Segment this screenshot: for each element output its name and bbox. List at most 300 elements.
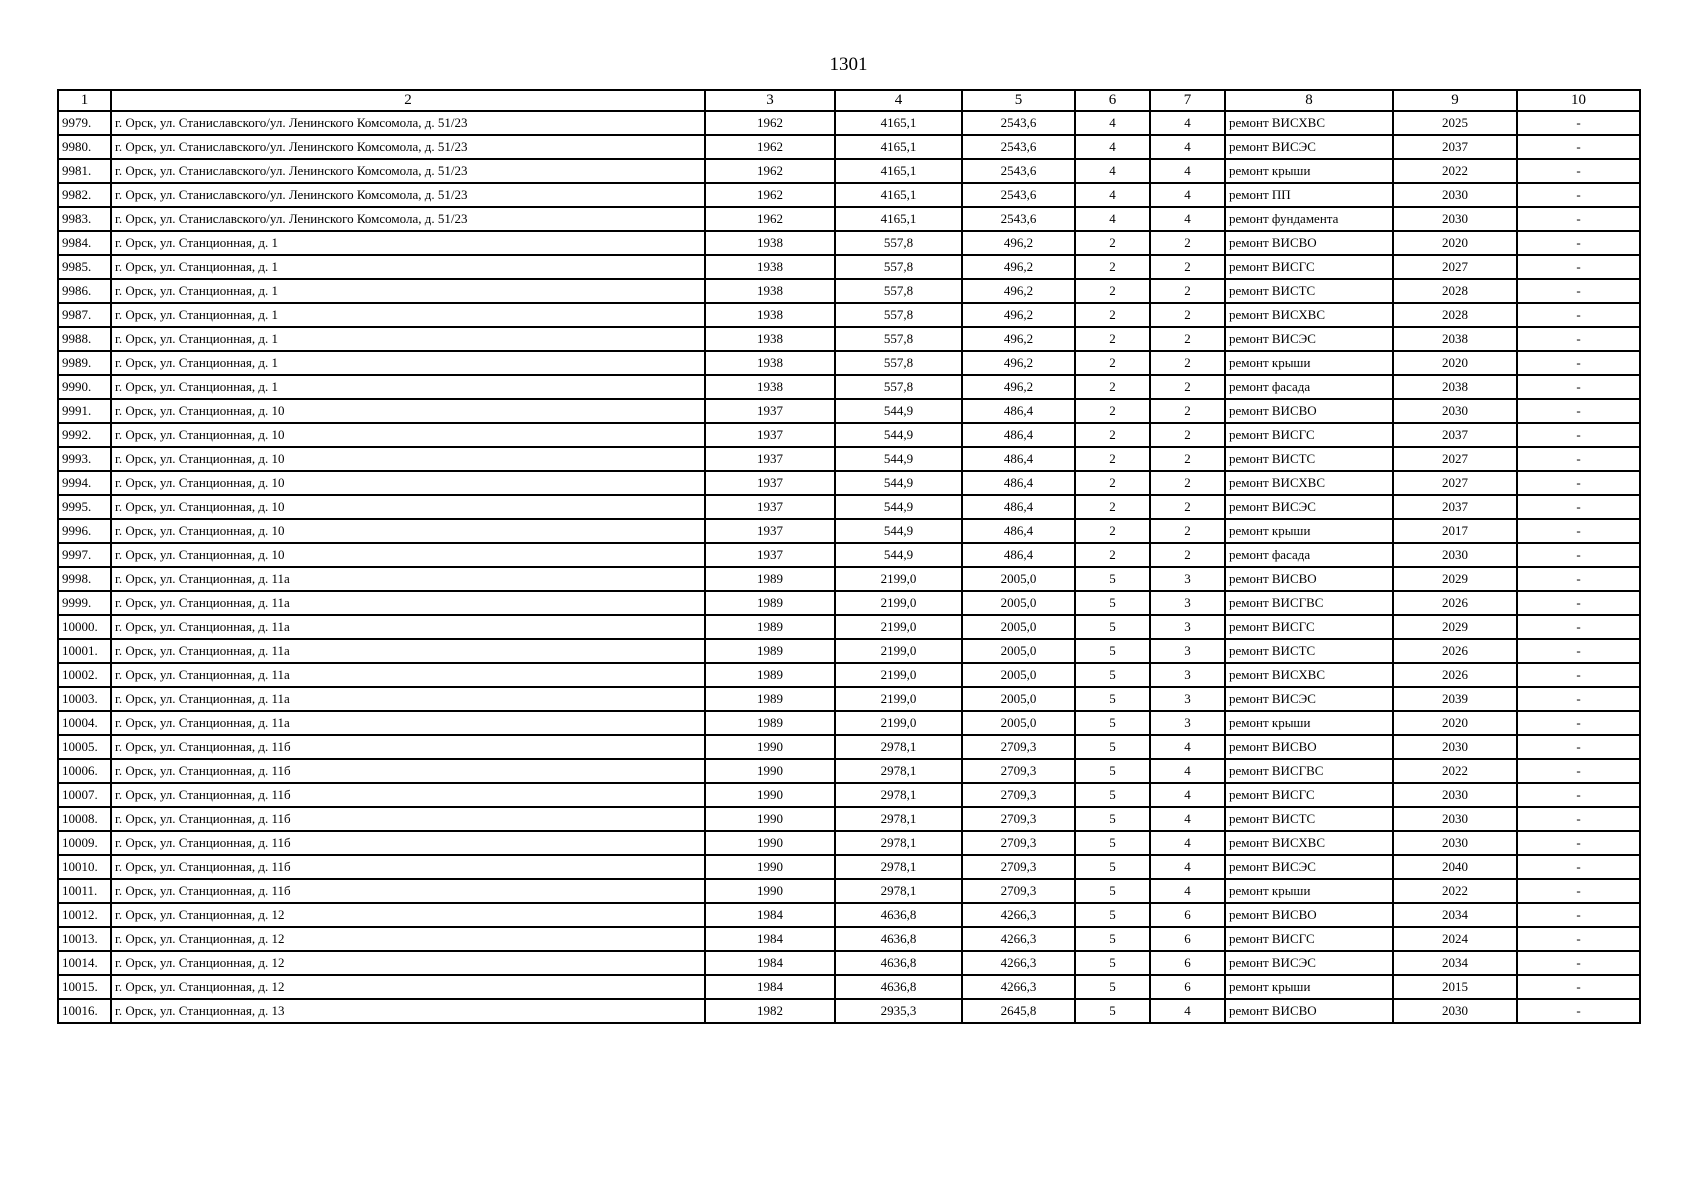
year-built-cell: 1989 [705, 615, 835, 639]
planned-year-cell: 2027 [1393, 447, 1517, 471]
floors-cell: 5 [1075, 663, 1150, 687]
note-cell: - [1517, 279, 1640, 303]
living-area-cell: 2709,3 [962, 855, 1075, 879]
row-number-cell: 10005. [58, 735, 111, 759]
floors-cell: 4 [1075, 135, 1150, 159]
entrances-cell: 2 [1150, 231, 1225, 255]
total-area-cell: 544,9 [835, 399, 962, 423]
work-type-cell: ремонт ВИСВО [1225, 999, 1393, 1023]
note-cell: - [1517, 183, 1640, 207]
total-area-cell: 544,9 [835, 423, 962, 447]
entrances-cell: 2 [1150, 351, 1225, 375]
row-number-cell: 9991. [58, 399, 111, 423]
column-header: 9 [1393, 90, 1517, 111]
total-area-cell: 2199,0 [835, 663, 962, 687]
note-cell: - [1517, 615, 1640, 639]
work-type-cell: ремонт ВИСХВС [1225, 831, 1393, 855]
living-area-cell: 496,2 [962, 255, 1075, 279]
table-row [58, 399, 1640, 423]
floors-cell: 5 [1075, 615, 1150, 639]
work-type-cell: ремонт ВИСТС [1225, 447, 1393, 471]
living-area-cell: 2709,3 [962, 831, 1075, 855]
entrances-cell: 6 [1150, 903, 1225, 927]
row-number-cell: 9996. [58, 519, 111, 543]
row-number-cell: 10000. [58, 615, 111, 639]
work-type-cell: ремонт ВИСВО [1225, 231, 1393, 255]
total-area-cell: 557,8 [835, 231, 962, 255]
living-area-cell: 496,2 [962, 351, 1075, 375]
living-area-cell: 496,2 [962, 279, 1075, 303]
planned-year-cell: 2030 [1393, 831, 1517, 855]
note-cell: - [1517, 879, 1640, 903]
living-area-cell: 2709,3 [962, 879, 1075, 903]
note-cell: - [1517, 567, 1640, 591]
year-built-cell: 1990 [705, 807, 835, 831]
planned-year-cell: 2034 [1393, 903, 1517, 927]
floors-cell: 4 [1075, 111, 1150, 135]
total-area-cell: 2199,0 [835, 567, 962, 591]
note-cell: - [1517, 447, 1640, 471]
row-number-cell: 10015. [58, 975, 111, 999]
address-cell: г. Орск, ул. Станционная, д. 12 [111, 951, 705, 975]
entrances-cell: 4 [1150, 759, 1225, 783]
work-type-cell: ремонт ВИСГС [1225, 783, 1393, 807]
planned-year-cell: 2030 [1393, 399, 1517, 423]
year-built-cell: 1937 [705, 423, 835, 447]
total-area-cell: 557,8 [835, 255, 962, 279]
living-area-cell: 2543,6 [962, 111, 1075, 135]
planned-year-cell: 2015 [1393, 975, 1517, 999]
table-row [58, 663, 1640, 687]
year-built-cell: 1962 [705, 135, 835, 159]
row-number-cell: 10016. [58, 999, 111, 1023]
work-type-cell: ремонт ВИСВО [1225, 399, 1393, 423]
year-built-cell: 1938 [705, 279, 835, 303]
floors-cell: 2 [1075, 471, 1150, 495]
row-number-cell: 9994. [58, 471, 111, 495]
entrances-cell: 6 [1150, 927, 1225, 951]
living-area-cell: 2645,8 [962, 999, 1075, 1023]
work-type-cell: ремонт крыши [1225, 975, 1393, 999]
living-area-cell: 2543,6 [962, 207, 1075, 231]
work-type-cell: ремонт ВИСТС [1225, 807, 1393, 831]
year-built-cell: 1989 [705, 711, 835, 735]
floors-cell: 2 [1075, 303, 1150, 327]
floors-cell: 2 [1075, 423, 1150, 447]
column-header: 3 [705, 90, 835, 111]
table-row [58, 927, 1640, 951]
floors-cell: 5 [1075, 687, 1150, 711]
row-number-cell: 10004. [58, 711, 111, 735]
header-row [58, 90, 1640, 111]
work-type-cell: ремонт ВИСВО [1225, 735, 1393, 759]
work-type-cell: ремонт фундамента [1225, 207, 1393, 231]
entrances-cell: 4 [1150, 879, 1225, 903]
planned-year-cell: 2022 [1393, 759, 1517, 783]
work-type-cell: ремонт ВИСГС [1225, 423, 1393, 447]
year-built-cell: 1937 [705, 543, 835, 567]
work-type-cell: ремонт ВИСЭС [1225, 951, 1393, 975]
table-row [58, 615, 1640, 639]
table-row [58, 567, 1640, 591]
row-number-cell: 10003. [58, 687, 111, 711]
address-cell: г. Орск, ул. Станционная, д. 11б [111, 807, 705, 831]
row-number-cell: 9989. [58, 351, 111, 375]
total-area-cell: 4165,1 [835, 159, 962, 183]
note-cell: - [1517, 903, 1640, 927]
address-cell: г. Орск, ул. Станционная, д. 13 [111, 999, 705, 1023]
floors-cell: 2 [1075, 279, 1150, 303]
row-number-cell: 9980. [58, 135, 111, 159]
entrances-cell: 2 [1150, 327, 1225, 351]
living-area-cell: 2005,0 [962, 663, 1075, 687]
note-cell: - [1517, 591, 1640, 615]
work-type-cell: ремонт ВИСХВС [1225, 111, 1393, 135]
entrances-cell: 2 [1150, 447, 1225, 471]
address-cell: г. Орск, ул. Станционная, д. 1 [111, 375, 705, 399]
entrances-cell: 3 [1150, 711, 1225, 735]
planned-year-cell: 2024 [1393, 927, 1517, 951]
total-area-cell: 2199,0 [835, 591, 962, 615]
year-built-cell: 1937 [705, 519, 835, 543]
table-row [58, 423, 1640, 447]
total-area-cell: 557,8 [835, 375, 962, 399]
column-header: 5 [962, 90, 1075, 111]
row-number-cell: 9993. [58, 447, 111, 471]
floors-cell: 4 [1075, 183, 1150, 207]
note-cell: - [1517, 639, 1640, 663]
address-cell: г. Орск, ул. Станционная, д. 10 [111, 423, 705, 447]
entrances-cell: 2 [1150, 423, 1225, 447]
work-type-cell: ремонт крыши [1225, 879, 1393, 903]
floors-cell: 5 [1075, 903, 1150, 927]
row-number-cell: 9997. [58, 543, 111, 567]
total-area-cell: 2199,0 [835, 687, 962, 711]
entrances-cell: 4 [1150, 855, 1225, 879]
address-cell: г. Орск, ул. Станционная, д. 1 [111, 327, 705, 351]
entrances-cell: 6 [1150, 951, 1225, 975]
total-area-cell: 557,8 [835, 303, 962, 327]
total-area-cell: 2978,1 [835, 783, 962, 807]
entrances-cell: 4 [1150, 783, 1225, 807]
living-area-cell: 4266,3 [962, 927, 1075, 951]
table-row [58, 735, 1640, 759]
work-type-cell: ремонт ВИСЭС [1225, 327, 1393, 351]
floors-cell: 2 [1075, 447, 1150, 471]
year-built-cell: 1984 [705, 951, 835, 975]
planned-year-cell: 2022 [1393, 879, 1517, 903]
year-built-cell: 1938 [705, 231, 835, 255]
year-built-cell: 1990 [705, 831, 835, 855]
total-area-cell: 2978,1 [835, 807, 962, 831]
note-cell: - [1517, 399, 1640, 423]
living-area-cell: 2005,0 [962, 639, 1075, 663]
living-area-cell: 486,4 [962, 519, 1075, 543]
total-area-cell: 2978,1 [835, 735, 962, 759]
table-row [58, 255, 1640, 279]
table-row [58, 855, 1640, 879]
row-number-cell: 10010. [58, 855, 111, 879]
address-cell: г. Орск, ул. Станционная, д. 12 [111, 975, 705, 999]
planned-year-cell: 2027 [1393, 471, 1517, 495]
row-number-cell: 9987. [58, 303, 111, 327]
work-type-cell: ремонт крыши [1225, 351, 1393, 375]
note-cell: - [1517, 519, 1640, 543]
entrances-cell: 3 [1150, 615, 1225, 639]
row-number-cell: 9982. [58, 183, 111, 207]
floors-cell: 5 [1075, 639, 1150, 663]
table-row [58, 879, 1640, 903]
note-cell: - [1517, 759, 1640, 783]
floors-cell: 2 [1075, 543, 1150, 567]
note-cell: - [1517, 471, 1640, 495]
address-cell: г. Орск, ул. Станиславского/ул. Ленинского Комсомола, д. 51/23 [111, 159, 705, 183]
planned-year-cell: 2026 [1393, 591, 1517, 615]
floors-cell: 5 [1075, 567, 1150, 591]
table-row [58, 783, 1640, 807]
planned-year-cell: 2038 [1393, 327, 1517, 351]
year-built-cell: 1938 [705, 351, 835, 375]
year-built-cell: 1938 [705, 327, 835, 351]
floors-cell: 2 [1075, 327, 1150, 351]
work-type-cell: ремонт ВИСГВС [1225, 759, 1393, 783]
address-cell: г. Орск, ул. Станционная, д. 1 [111, 351, 705, 375]
note-cell: - [1517, 711, 1640, 735]
table-row [58, 543, 1640, 567]
note-cell: - [1517, 855, 1640, 879]
note-cell: - [1517, 159, 1640, 183]
planned-year-cell: 2030 [1393, 183, 1517, 207]
row-number-cell: 10013. [58, 927, 111, 951]
planned-year-cell: 2022 [1393, 159, 1517, 183]
year-built-cell: 1990 [705, 879, 835, 903]
total-area-cell: 544,9 [835, 495, 962, 519]
note-cell: - [1517, 327, 1640, 351]
column-header: 2 [111, 90, 705, 111]
row-number-cell: 9979. [58, 111, 111, 135]
planned-year-cell: 2020 [1393, 711, 1517, 735]
floors-cell: 2 [1075, 375, 1150, 399]
note-cell: - [1517, 999, 1640, 1023]
planned-year-cell: 2026 [1393, 663, 1517, 687]
living-area-cell: 496,2 [962, 375, 1075, 399]
planned-year-cell: 2034 [1393, 951, 1517, 975]
entrances-cell: 4 [1150, 111, 1225, 135]
entrances-cell: 4 [1150, 831, 1225, 855]
address-cell: г. Орск, ул. Станционная, д. 1 [111, 303, 705, 327]
year-built-cell: 1938 [705, 303, 835, 327]
table-row [58, 183, 1640, 207]
work-type-cell: ремонт ПП [1225, 183, 1393, 207]
year-built-cell: 1984 [705, 927, 835, 951]
table-row [58, 447, 1640, 471]
row-number-cell: 10002. [58, 663, 111, 687]
total-area-cell: 4165,1 [835, 183, 962, 207]
row-number-cell: 9995. [58, 495, 111, 519]
work-type-cell: ремонт ВИСВО [1225, 903, 1393, 927]
work-type-cell: ремонт ВИСГВС [1225, 591, 1393, 615]
planned-year-cell: 2017 [1393, 519, 1517, 543]
living-area-cell: 4266,3 [962, 903, 1075, 927]
total-area-cell: 544,9 [835, 447, 962, 471]
year-built-cell: 1937 [705, 471, 835, 495]
note-cell: - [1517, 975, 1640, 999]
planned-year-cell: 2028 [1393, 303, 1517, 327]
total-area-cell: 2935,3 [835, 999, 962, 1023]
total-area-cell: 4165,1 [835, 207, 962, 231]
column-header: 8 [1225, 90, 1393, 111]
living-area-cell: 2709,3 [962, 735, 1075, 759]
year-built-cell: 1990 [705, 783, 835, 807]
table-body [58, 111, 1640, 1023]
planned-year-cell: 2038 [1393, 375, 1517, 399]
living-area-cell: 2709,3 [962, 759, 1075, 783]
work-type-cell: ремонт ВИСХВС [1225, 663, 1393, 687]
living-area-cell: 496,2 [962, 303, 1075, 327]
table-row [58, 999, 1640, 1023]
address-cell: г. Орск, ул. Станционная, д. 11а [111, 687, 705, 711]
address-cell: г. Орск, ул. Станционная, д. 10 [111, 399, 705, 423]
note-cell: - [1517, 735, 1640, 759]
work-type-cell: ремонт крыши [1225, 519, 1393, 543]
work-type-cell: ремонт ВИСЭС [1225, 135, 1393, 159]
address-cell: г. Орск, ул. Станционная, д. 10 [111, 519, 705, 543]
living-area-cell: 4266,3 [962, 975, 1075, 999]
work-type-cell: ремонт ВИСГС [1225, 255, 1393, 279]
living-area-cell: 4266,3 [962, 951, 1075, 975]
living-area-cell: 2709,3 [962, 807, 1075, 831]
floors-cell: 5 [1075, 927, 1150, 951]
living-area-cell: 2005,0 [962, 567, 1075, 591]
year-built-cell: 1989 [705, 663, 835, 687]
address-cell: г. Орск, ул. Станиславского/ул. Ленинского Комсомола, д. 51/23 [111, 183, 705, 207]
row-number-cell: 10009. [58, 831, 111, 855]
floors-cell: 5 [1075, 807, 1150, 831]
address-cell: г. Орск, ул. Станционная, д. 1 [111, 279, 705, 303]
planned-year-cell: 2029 [1393, 567, 1517, 591]
note-cell: - [1517, 687, 1640, 711]
floors-cell: 2 [1075, 399, 1150, 423]
work-type-cell: ремонт ВИСГС [1225, 615, 1393, 639]
year-built-cell: 1990 [705, 735, 835, 759]
address-cell: г. Орск, ул. Станционная, д. 11а [111, 663, 705, 687]
floors-cell: 4 [1075, 159, 1150, 183]
row-number-cell: 10006. [58, 759, 111, 783]
entrances-cell: 3 [1150, 567, 1225, 591]
work-type-cell: ремонт ВИСТС [1225, 639, 1393, 663]
planned-year-cell: 2026 [1393, 639, 1517, 663]
column-header: 4 [835, 90, 962, 111]
floors-cell: 2 [1075, 495, 1150, 519]
entrances-cell: 3 [1150, 663, 1225, 687]
total-area-cell: 4636,8 [835, 927, 962, 951]
living-area-cell: 2543,6 [962, 183, 1075, 207]
note-cell: - [1517, 807, 1640, 831]
living-area-cell: 2005,0 [962, 711, 1075, 735]
work-type-cell: ремонт фасада [1225, 543, 1393, 567]
year-built-cell: 1982 [705, 999, 835, 1023]
living-area-cell: 486,4 [962, 471, 1075, 495]
total-area-cell: 4636,8 [835, 975, 962, 999]
planned-year-cell: 2025 [1393, 111, 1517, 135]
work-type-cell: ремонт ВИСВО [1225, 567, 1393, 591]
entrances-cell: 6 [1150, 975, 1225, 999]
floors-cell: 5 [1075, 759, 1150, 783]
row-number-cell: 9981. [58, 159, 111, 183]
planned-year-cell: 2037 [1393, 135, 1517, 159]
planned-year-cell: 2030 [1393, 543, 1517, 567]
table-row [58, 951, 1640, 975]
living-area-cell: 2005,0 [962, 687, 1075, 711]
address-cell: г. Орск, ул. Станиславского/ул. Ленинского Комсомола, д. 51/23 [111, 207, 705, 231]
entrances-cell: 2 [1150, 399, 1225, 423]
column-header: 7 [1150, 90, 1225, 111]
planned-year-cell: 2020 [1393, 231, 1517, 255]
floors-cell: 5 [1075, 975, 1150, 999]
entrances-cell: 2 [1150, 375, 1225, 399]
living-area-cell: 2005,0 [962, 615, 1075, 639]
address-cell: г. Орск, ул. Станционная, д. 1 [111, 255, 705, 279]
entrances-cell: 2 [1150, 543, 1225, 567]
floors-cell: 5 [1075, 783, 1150, 807]
total-area-cell: 2978,1 [835, 879, 962, 903]
note-cell: - [1517, 831, 1640, 855]
year-built-cell: 1990 [705, 855, 835, 879]
table-row [58, 303, 1640, 327]
work-type-cell: ремонт ВИСЭС [1225, 687, 1393, 711]
year-built-cell: 1984 [705, 903, 835, 927]
floors-cell: 5 [1075, 879, 1150, 903]
address-cell: г. Орск, ул. Станционная, д. 11а [111, 711, 705, 735]
total-area-cell: 4165,1 [835, 111, 962, 135]
table-row [58, 807, 1640, 831]
table-row [58, 111, 1640, 135]
address-cell: г. Орск, ул. Станционная, д. 11б [111, 759, 705, 783]
year-built-cell: 1990 [705, 759, 835, 783]
table-row [58, 975, 1640, 999]
year-built-cell: 1962 [705, 183, 835, 207]
entrances-cell: 4 [1150, 999, 1225, 1023]
living-area-cell: 496,2 [962, 327, 1075, 351]
note-cell: - [1517, 231, 1640, 255]
year-built-cell: 1962 [705, 111, 835, 135]
floors-cell: 5 [1075, 951, 1150, 975]
floors-cell: 4 [1075, 207, 1150, 231]
total-area-cell: 2978,1 [835, 855, 962, 879]
address-cell: г. Орск, ул. Станиславского/ул. Ленинского Комсомола, д. 51/23 [111, 135, 705, 159]
address-cell: г. Орск, ул. Станционная, д. 10 [111, 543, 705, 567]
living-area-cell: 2543,6 [962, 159, 1075, 183]
repair-schedule-table [57, 89, 1641, 1024]
row-number-cell: 10007. [58, 783, 111, 807]
table-row [58, 519, 1640, 543]
entrances-cell: 2 [1150, 471, 1225, 495]
total-area-cell: 2978,1 [835, 831, 962, 855]
row-number-cell: 10012. [58, 903, 111, 927]
floors-cell: 2 [1075, 519, 1150, 543]
year-built-cell: 1962 [705, 159, 835, 183]
table-row [58, 351, 1640, 375]
planned-year-cell: 2040 [1393, 855, 1517, 879]
entrances-cell: 3 [1150, 591, 1225, 615]
row-number-cell: 9984. [58, 231, 111, 255]
total-area-cell: 2199,0 [835, 639, 962, 663]
table-row [58, 759, 1640, 783]
table-row [58, 375, 1640, 399]
table-row [58, 903, 1640, 927]
work-type-cell: ремонт ВИСЭС [1225, 495, 1393, 519]
planned-year-cell: 2029 [1393, 615, 1517, 639]
